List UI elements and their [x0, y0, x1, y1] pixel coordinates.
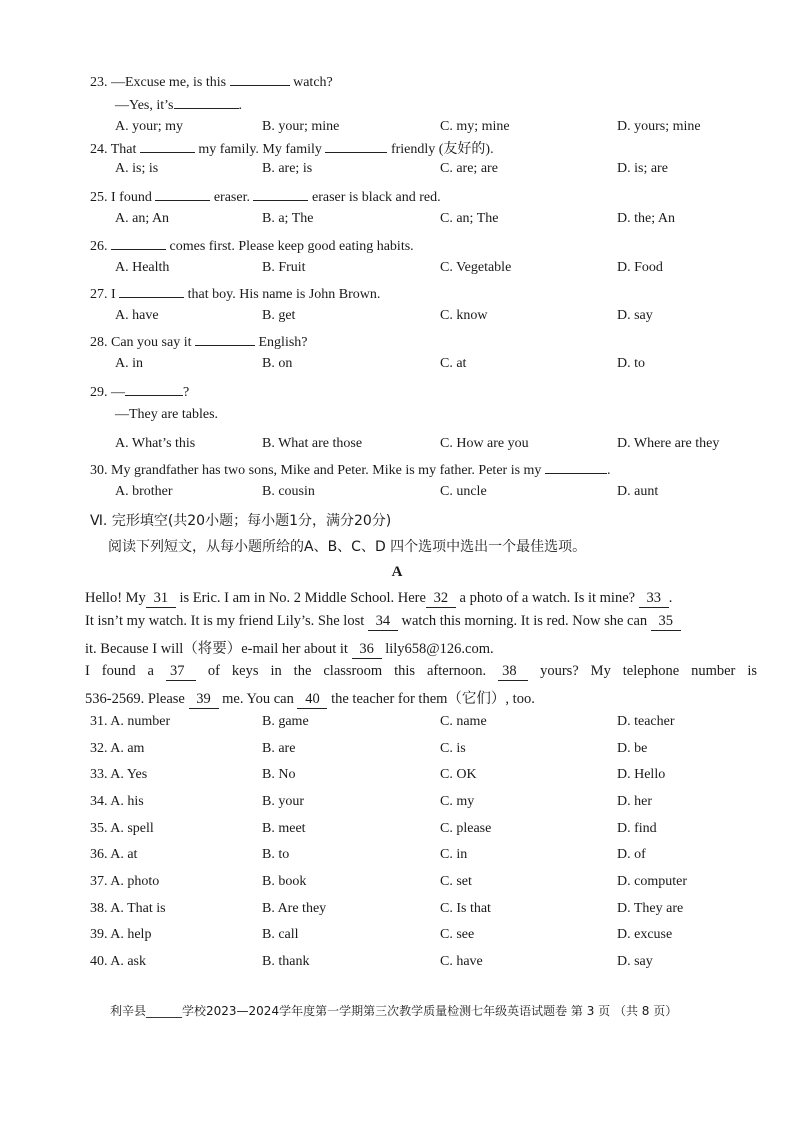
q33-option-d: D. Hello [617, 767, 666, 782]
text: 29. — [90, 385, 125, 400]
q32-option-a: 32. A. am [90, 741, 145, 756]
q25-stem [90, 188, 441, 206]
blank-number: 40 [297, 691, 327, 709]
text: It isn’t my watch. It is my friend Lily’s. She lost [85, 613, 368, 629]
text: 25. I found [90, 190, 156, 205]
answer-blank [545, 461, 607, 474]
q24-stem [90, 138, 494, 158]
blank-number: 38 [498, 663, 528, 681]
q36-option-c: C. in [440, 847, 468, 862]
q40-option-d: D. say [617, 954, 653, 969]
q27-option-c: C. know [440, 308, 488, 323]
answer-blank [230, 73, 290, 86]
q25-option-a: A. an; An [115, 211, 170, 226]
text: eraser. [210, 190, 254, 205]
q29-option-c: C. How are you [440, 436, 529, 451]
q34-option-a: 34. A. his [90, 794, 144, 809]
text: is Eric. I am in No. 2 Middle School. Here [175, 590, 426, 606]
text: Hello! My [85, 590, 146, 606]
answer-blank [140, 140, 195, 153]
q28-option-a: A. in [115, 356, 143, 371]
q35-option-b: B. meet [262, 821, 306, 836]
text: eraser is black and red. [308, 190, 441, 205]
text: my family. My family [194, 142, 326, 157]
q28-option-c: C. at [440, 356, 467, 371]
q28-option-d: D. to [617, 356, 645, 371]
text: 26. [90, 239, 111, 254]
blank-number: 32 [426, 590, 456, 608]
section-title: Ⅵ. 完形填空(共20小题；每小题1分，满分20分) [90, 513, 392, 529]
q38-option-c: C. Is that [440, 901, 491, 916]
text: me. You can [218, 691, 298, 707]
q38-option-b: B. Are they [262, 901, 327, 916]
text: I found a [85, 663, 166, 679]
q24-option-d: D. is; are [617, 161, 668, 176]
text: 30. My grandfather has two sons, Mike and Peter. Mike is my father. Peter is my [90, 463, 545, 478]
q23-option-a: A. your; my [115, 119, 184, 134]
passage-line [85, 637, 757, 659]
q30-option-d: D. aunt [617, 484, 659, 499]
text: ? [183, 385, 190, 400]
q32-option-c: C. is [440, 741, 466, 756]
q27-option-d: D. say [617, 308, 653, 323]
q36-option-a: 36. A. at [90, 847, 138, 862]
blank-number: 36 [352, 641, 382, 659]
text: . [238, 98, 242, 113]
section-instruction: 阅读下列短文，从每小题所给的A、B、C、D 四个选项中选出一个最佳选项。 [108, 539, 587, 555]
text: lily658@126.com. [381, 641, 494, 657]
text: —They are tables. [115, 407, 219, 422]
text: 24. That [90, 142, 140, 157]
text: English? [255, 335, 308, 350]
text: watch this morning. It is red. Now she can [397, 613, 651, 629]
text: it. Because I will（将要）e-mail her about it [85, 641, 352, 657]
q32-option-b: B. are [262, 741, 296, 756]
text: of keys in the classroom this afternoon. [195, 663, 499, 679]
blank-number: 37 [166, 663, 196, 681]
text: 28. Can you say it [90, 335, 195, 350]
text: . [606, 463, 611, 478]
q31-option-b: B. game [262, 714, 309, 729]
q26-option-b: B. Fruit [262, 260, 306, 275]
q24-option-a: A. is; is [115, 161, 159, 176]
q38-option-d: D. They are [617, 901, 684, 916]
q23-stem [115, 96, 242, 114]
answer-blank [111, 237, 166, 250]
q33-option-a: 33. A. Yes [90, 767, 148, 782]
q25-option-b: B. a; The [262, 211, 314, 226]
q34-option-d: D. her [617, 794, 652, 809]
q26-option-a: A. Health [115, 260, 170, 275]
q24-option-b: B. are; is [262, 161, 313, 176]
q32-option-d: D. be [617, 741, 648, 756]
passage-line [85, 663, 757, 681]
answer-blank [119, 285, 184, 298]
q29-stem [115, 407, 218, 423]
q29-option-a: A. What’s this [115, 436, 196, 451]
q39-option-b: B. call [262, 927, 299, 942]
q26-option-d: D. Food [617, 260, 663, 275]
text: the teacher for them（它们）, too. [327, 691, 535, 707]
blank-number: 33 [639, 590, 669, 608]
q38-option-a: 38. A. That is [90, 901, 166, 916]
text: —Yes, it’s [115, 98, 174, 113]
blank-number: 31 [146, 590, 176, 608]
passage-line [85, 687, 757, 709]
passage-line [85, 590, 757, 608]
q40-option-c: C. have [440, 954, 483, 969]
q37-option-b: B. book [262, 874, 307, 889]
q40-option-b: B. thank [262, 954, 310, 969]
blank-number: 35 [651, 613, 681, 631]
q39-option-c: C. see [440, 927, 475, 942]
q39-option-a: 39. A. help [90, 927, 152, 942]
blank-number: 34 [368, 613, 398, 631]
answer-blank [253, 188, 308, 201]
q23-option-c: C. my; mine [440, 119, 510, 134]
q23-option-b: B. your; mine [262, 119, 340, 134]
answer-blank [195, 333, 255, 346]
q31-option-a: 31. A. number [90, 714, 171, 729]
q24-option-c: C. are; are [440, 161, 498, 176]
q30-stem [90, 461, 610, 479]
q29-option-d: D. Where are they [617, 436, 720, 451]
text: friendly (友好的). [387, 142, 494, 157]
text: 27. I [90, 287, 120, 302]
q26-option-c: C. Vegetable [440, 260, 512, 275]
q35-option-d: D. find [617, 821, 657, 836]
q30-option-b: B. cousin [262, 484, 315, 499]
q31-option-d: D. teacher [617, 714, 675, 729]
q36-option-b: B. to [262, 847, 290, 862]
q29-option-b: B. What are those [262, 436, 363, 451]
q29-stem [90, 383, 189, 401]
text: comes first. Please keep good eating habits. [166, 239, 414, 254]
q25-option-c: C. an; The [440, 211, 499, 226]
passage-line [85, 613, 757, 631]
q27-stem [90, 285, 380, 303]
page-footer: 利辛县______学校2023—2024学年度第一学期第三次教学质量检测七年级英语试题卷 第 3 页 （共 8 页） [110, 1004, 678, 1018]
q35-option-a: 35. A. spell [90, 821, 154, 836]
q39-option-d: D. excuse [617, 927, 673, 942]
q31-option-c: C. name [440, 714, 487, 729]
text: . [668, 590, 673, 606]
text: 23. —Excuse me, is this [90, 75, 230, 90]
q34-option-b: B. your [262, 794, 304, 809]
passage-title: A [391, 564, 403, 580]
q37-option-d: D. computer [617, 874, 687, 889]
q30-option-a: A. brother [115, 484, 173, 499]
q35-option-c: C. please [440, 821, 492, 836]
q23-option-d: D. yours; mine [617, 119, 701, 134]
text: 536-2569. Please [85, 691, 189, 707]
text: a photo of a watch. Is it mine? [455, 590, 639, 606]
q27-option-a: A. have [115, 308, 159, 323]
q33-option-c: C. OK [440, 767, 477, 782]
blank-number: 39 [189, 691, 219, 709]
answer-blank [174, 96, 239, 109]
q23-stem [90, 73, 333, 91]
text: that boy. His name is John Brown. [184, 287, 381, 302]
text: watch? [289, 75, 333, 90]
q37-option-a: 37. A. photo [90, 874, 160, 889]
text: yours? My telephone number is [528, 663, 757, 679]
q36-option-d: D. of [617, 847, 646, 862]
q33-option-b: B. No [262, 767, 296, 782]
q30-option-c: C. uncle [440, 484, 487, 499]
q26-stem [90, 237, 414, 255]
q27-option-b: B. get [262, 308, 296, 323]
q28-option-b: B. on [262, 356, 293, 371]
q28-stem [90, 333, 308, 351]
q40-option-a: 40. A. ask [90, 954, 146, 969]
answer-blank [325, 140, 387, 153]
answer-blank [125, 383, 183, 396]
q37-option-c: C. set [440, 874, 472, 889]
q34-option-c: C. my [440, 794, 475, 809]
q25-option-d: D. the; An [617, 211, 675, 226]
answer-blank [155, 188, 210, 201]
